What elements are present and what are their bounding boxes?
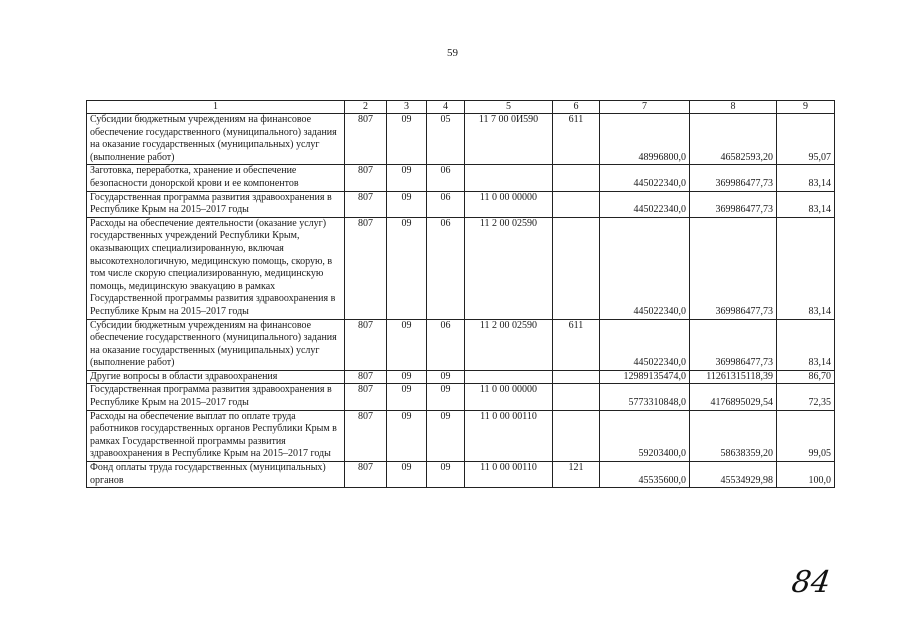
table-row (87, 384, 835, 410)
planned-amount: 445022340,0 (600, 217, 690, 319)
table-row (87, 462, 835, 488)
ministry-code: 807 (345, 462, 387, 488)
execution-percent: 83,14 (777, 319, 835, 370)
actual-amount: 369986477,73 (690, 319, 777, 370)
ministry-code: 807 (345, 217, 387, 319)
subsection-code: 09 (427, 462, 465, 488)
ministry-code: 807 (345, 384, 387, 410)
column-header: 8 (690, 101, 777, 114)
actual-amount: 11261315118,39 (690, 370, 777, 384)
table-row (87, 114, 835, 165)
section-code: 09 (387, 370, 427, 384)
target-article-code: 11 2 00 02590 (465, 217, 553, 319)
section-code: 09 (387, 384, 427, 410)
handwritten-page-number: 84 (789, 565, 833, 600)
planned-amount: 445022340,0 (600, 191, 690, 217)
section-code: 09 (387, 410, 427, 461)
execution-percent: 83,14 (777, 191, 835, 217)
target-article-code (465, 370, 553, 384)
planned-amount: 445022340,0 (600, 319, 690, 370)
row-description: Субсидии бюджетным учреждениям на финансовое обеспечение государственного (муниципального) задания на оказание государственных (муниципальных) услуг (выполнение работ) (87, 114, 345, 165)
subsection-code: 06 (427, 191, 465, 217)
ministry-code: 807 (345, 370, 387, 384)
execution-percent: 72,35 (777, 384, 835, 410)
planned-amount: 5773310848,0 (600, 384, 690, 410)
target-article-code: 11 0 00 00110 (465, 410, 553, 461)
table-row (87, 217, 835, 319)
actual-amount: 45534929,98 (690, 462, 777, 488)
planned-amount: 48996800,0 (600, 114, 690, 165)
ministry-code: 807 (345, 191, 387, 217)
row-description: Государственная программа развития здравоохранения в Республике Крым на 2015–2017 годы (87, 191, 345, 217)
planned-amount: 12989135474,0 (600, 370, 690, 384)
section-code: 09 (387, 114, 427, 165)
actual-amount: 58638359,20 (690, 410, 777, 461)
target-article-code: 11 2 00 02590 (465, 319, 553, 370)
ministry-code: 807 (345, 114, 387, 165)
section-code: 09 (387, 217, 427, 319)
ministry-code: 807 (345, 410, 387, 461)
subsection-code: 05 (427, 114, 465, 165)
expense-type-code (553, 410, 600, 461)
target-article-code: 11 0 00 00000 (465, 191, 553, 217)
table-row (87, 370, 835, 384)
row-description: Заготовка, переработка, хранение и обеспечение безопасности донорской крови и ее компонентов (87, 165, 345, 191)
subsection-code: 06 (427, 165, 465, 191)
row-description: Расходы на обеспечение деятельности (оказание услуг) государственных учреждений Республики Крым, оказывающих специализированную, включая высокотехнологичную, медицинскую помощь, скорую, в том числе скорую специализированную, медицинскую помощь, медицинскую эвакуацию в рамках Государственной программы развития здравоохранения в Республике Крым на 2015–2017 годы (87, 217, 345, 319)
column-header: 4 (427, 101, 465, 114)
subsection-code: 06 (427, 319, 465, 370)
column-header: 5 (465, 101, 553, 114)
section-code: 09 (387, 191, 427, 217)
table-row (87, 319, 835, 370)
column-header: 2 (345, 101, 387, 114)
target-article-code (465, 165, 553, 191)
ministry-code: 807 (345, 319, 387, 370)
execution-percent: 99,05 (777, 410, 835, 461)
target-article-code: 11 0 00 00110 (465, 462, 553, 488)
expense-type-code (553, 217, 600, 319)
target-article-code: 11 7 00 0И590 (465, 114, 553, 165)
header-row (87, 101, 835, 114)
planned-amount: 59203400,0 (600, 410, 690, 461)
execution-percent: 86,70 (777, 370, 835, 384)
ministry-code: 807 (345, 165, 387, 191)
execution-percent: 83,14 (777, 165, 835, 191)
table-row (87, 410, 835, 461)
planned-amount: 45535600,0 (600, 462, 690, 488)
expense-type-code (553, 165, 600, 191)
expense-type-code (553, 191, 600, 217)
actual-amount: 4176895029,54 (690, 384, 777, 410)
row-description: Субсидии бюджетным учреждениям на финансовое обеспечение государственного (муниципального) задания на оказание государственных (муниципальных) услуг (выполнение работ) (87, 319, 345, 370)
expense-type-code: 611 (553, 319, 600, 370)
execution-percent: 100,0 (777, 462, 835, 488)
subsection-code: 09 (427, 410, 465, 461)
row-description: Другие вопросы в области здравоохранения (87, 370, 345, 384)
expense-type-code: 121 (553, 462, 600, 488)
planned-amount: 445022340,0 (600, 165, 690, 191)
table-row (87, 191, 835, 217)
subsection-code: 06 (427, 217, 465, 319)
target-article-code: 11 0 00 00000 (465, 384, 553, 410)
column-header: 7 (600, 101, 690, 114)
column-header: 1 (87, 101, 345, 114)
expense-type-code (553, 370, 600, 384)
subsection-code: 09 (427, 384, 465, 410)
section-code: 09 (387, 165, 427, 191)
execution-percent: 83,14 (777, 217, 835, 319)
budget-table (86, 100, 835, 488)
actual-amount: 369986477,73 (690, 191, 777, 217)
column-header: 6 (553, 101, 600, 114)
actual-amount: 46582593,20 (690, 114, 777, 165)
row-description: Государственная программа развития здравоохранения в Республике Крым на 2015–2017 годы (87, 384, 345, 410)
column-header: 3 (387, 101, 427, 114)
actual-amount: 369986477,73 (690, 165, 777, 191)
row-description: Расходы на обеспечение выплат по оплате труда работников государственных органов Республики Крым в рамках Государственной программы развития здравоохранения в Республике Крым на 2015–2017 годы (87, 410, 345, 461)
execution-percent: 95,07 (777, 114, 835, 165)
table-row (87, 165, 835, 191)
column-header: 9 (777, 101, 835, 114)
expense-type-code (553, 384, 600, 410)
row-description: Фонд оплаты труда государственных (муниципальных) органов (87, 462, 345, 488)
actual-amount: 369986477,73 (690, 217, 777, 319)
section-code: 09 (387, 462, 427, 488)
expense-type-code: 611 (553, 114, 600, 165)
section-code: 09 (387, 319, 427, 370)
subsection-code: 09 (427, 370, 465, 384)
page-number: 59 (447, 47, 458, 59)
